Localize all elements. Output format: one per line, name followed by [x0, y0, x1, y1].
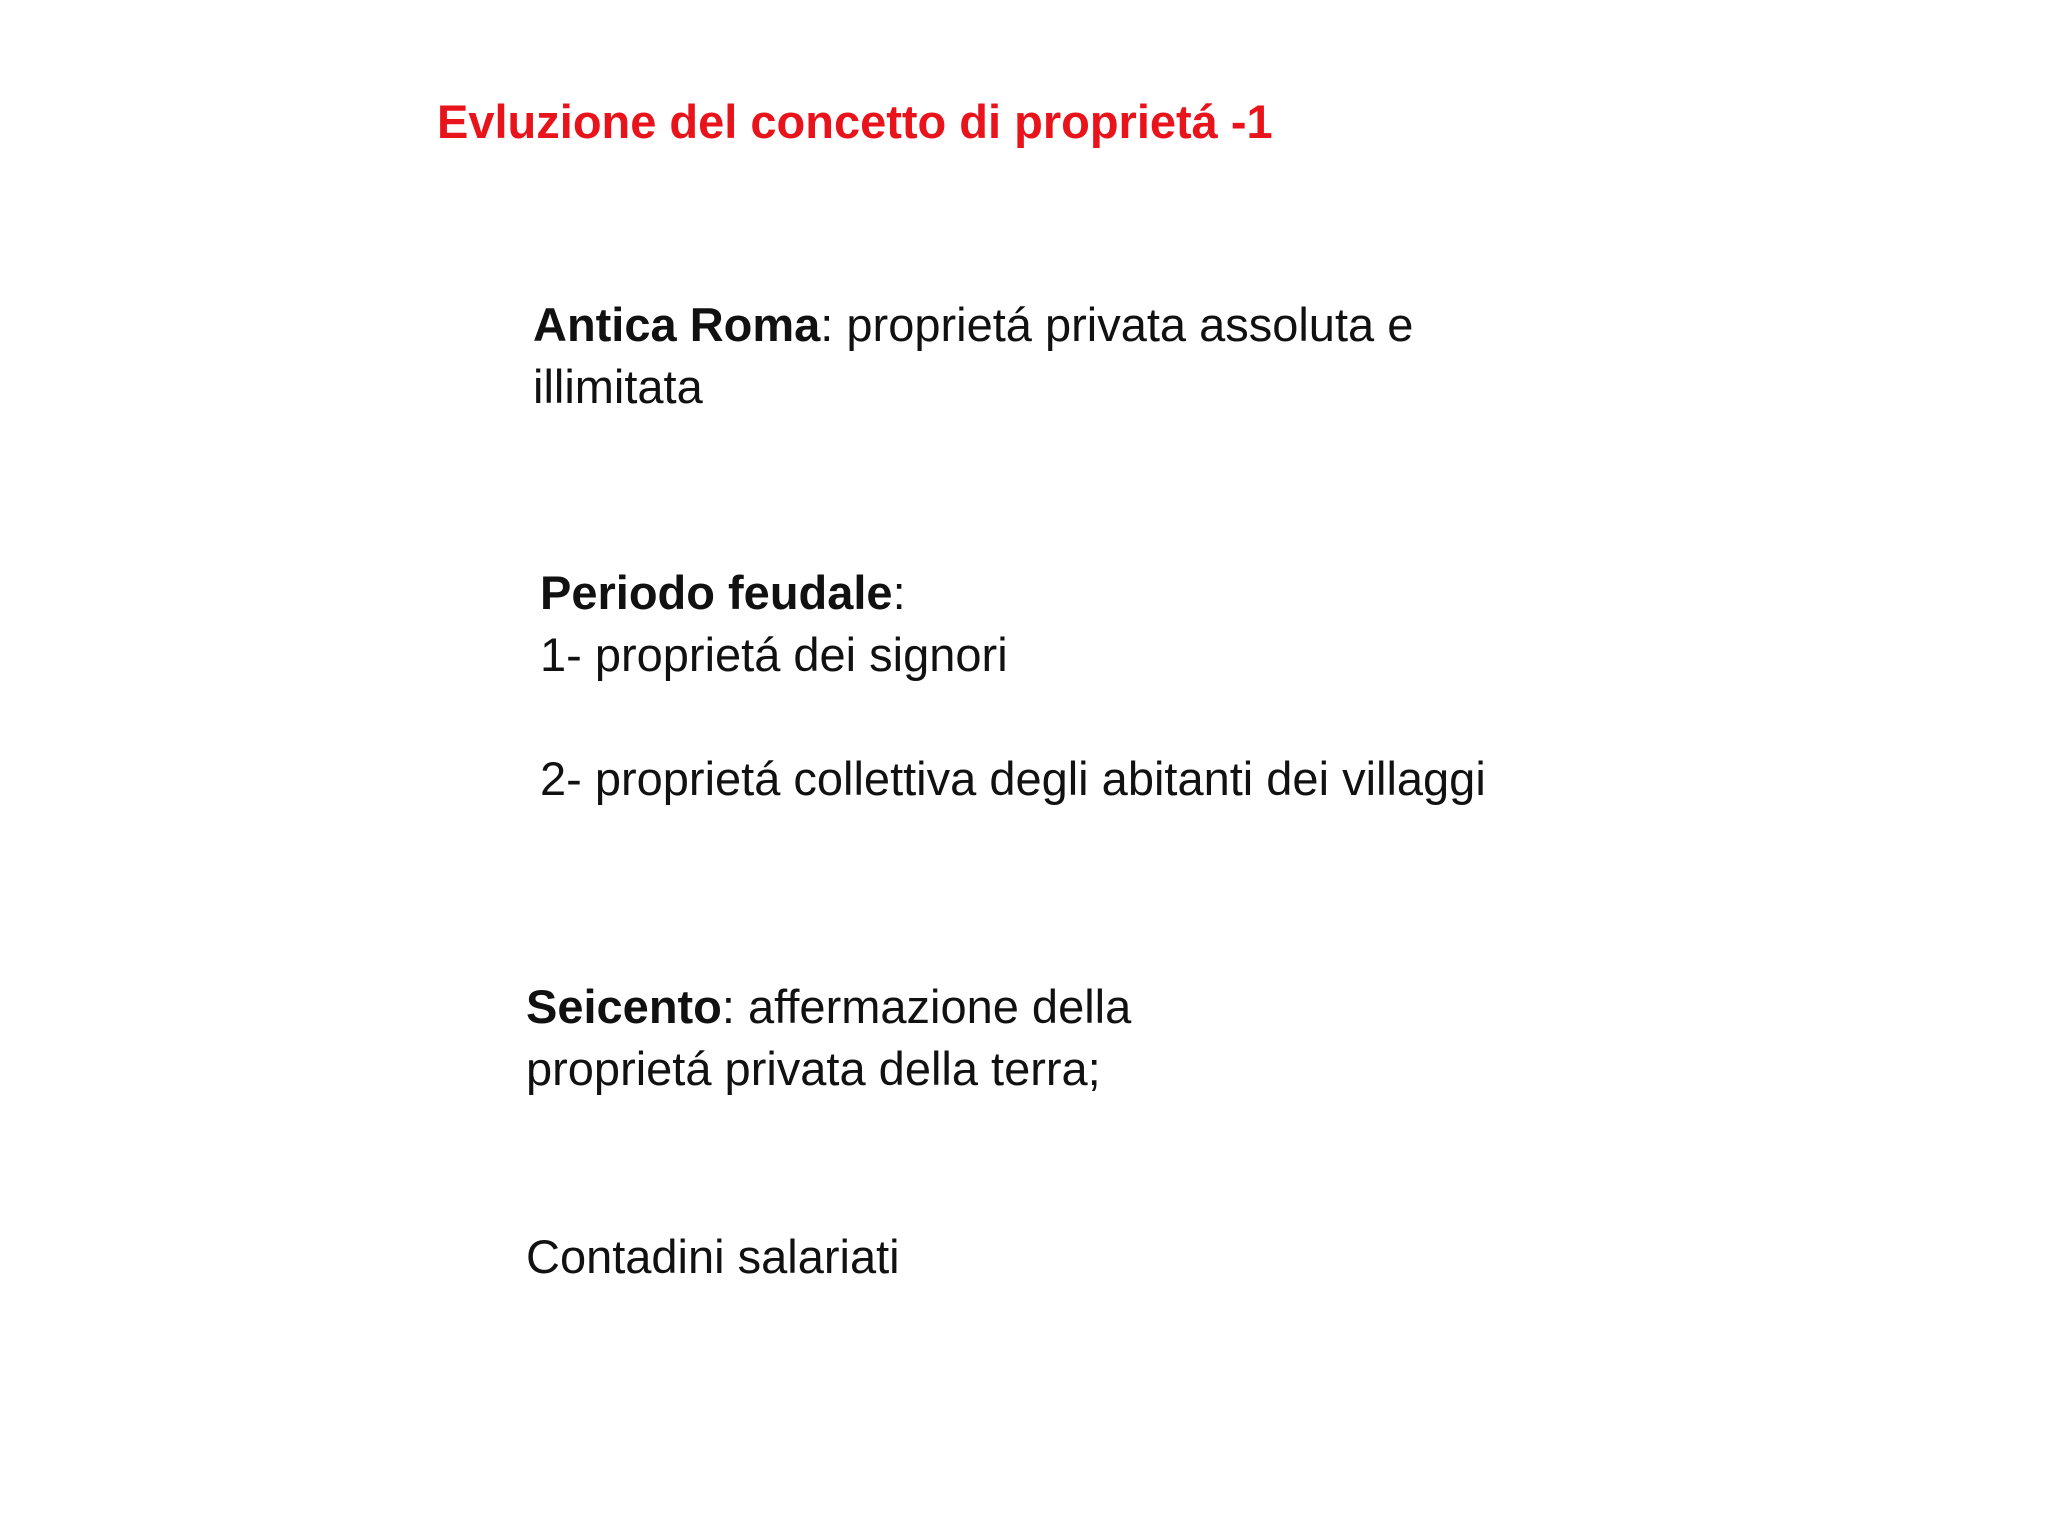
section-antica-roma [533, 294, 1413, 418]
section-seicento [526, 976, 1131, 1100]
seicento-heading: Seicento [526, 980, 722, 1033]
seicento-text-1: affermazione della [734, 980, 1132, 1033]
antica-roma-text-1: proprietá privata assoluta e [833, 298, 1414, 351]
seicento-text-2: proprietá privata della terra; [526, 1042, 1101, 1095]
seicento-line-1 [526, 976, 1131, 1038]
antica-roma-line-1 [533, 294, 1413, 356]
slide-title: Evluzione del concetto di proprietá -1 [437, 95, 1273, 148]
section-periodo-feudale [540, 562, 1486, 810]
seicento-separator: : [721, 980, 735, 1033]
periodo-feudale-line-1 [540, 562, 1486, 624]
section-contadini [526, 1226, 900, 1288]
periodo-feudale-item-1: 1- proprietá dei signori [540, 628, 1008, 681]
periodo-feudale-item-2: 2- proprietá collettiva degli abitanti dei villaggi [540, 752, 1486, 805]
antica-roma-text-2: illimitata [533, 360, 703, 413]
antica-roma-separator: : [820, 298, 834, 351]
spacer [540, 686, 1486, 748]
periodo-feudale-heading: Periodo feudale [540, 566, 893, 619]
antica-roma-heading: Antica Roma [533, 298, 821, 351]
contadini-text: Contadini salariati [526, 1230, 900, 1283]
periodo-feudale-separator: : [892, 566, 906, 619]
